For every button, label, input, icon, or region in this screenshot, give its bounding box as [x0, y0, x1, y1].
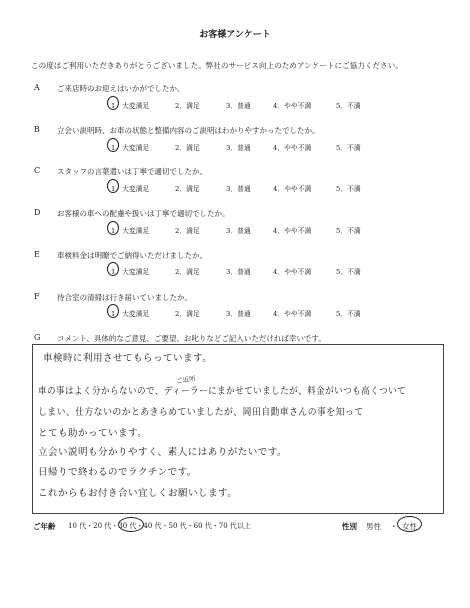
option-neutral[interactable]: 3．普通	[226, 185, 251, 193]
handwritten-line: 日帰りで終わるのでラクチンです。	[38, 467, 197, 478]
option-neutral[interactable]: 3．普通	[226, 310, 251, 318]
option-satisfied[interactable]: 2．満足	[175, 310, 200, 318]
handwritten-line: 車の事はよく分からないので、ディーラーにまかせていましたが、料金がいつも高くついて	[38, 386, 407, 397]
option-neutral[interactable]: 3．普通	[226, 102, 251, 110]
option-very-satisfied[interactable]: 1．大変満足	[111, 310, 150, 318]
question-text: お客様の車への配慮や扱いは丁寧で適切でしたか。	[57, 209, 230, 218]
option-very-satisfied[interactable]: 1．大変満足	[111, 227, 150, 235]
handwritten-line: しまい、仕方ないのかとあきらめていましたが、岡田自動車さんの事を知って	[38, 407, 364, 418]
question-text: 待合室の清掃は行き届いていましたか。	[57, 293, 192, 302]
option-dissatisfied[interactable]: 5．不満	[336, 310, 361, 318]
option-satisfied[interactable]: 2．満足	[175, 144, 200, 152]
survey-title: お客様アンケート	[199, 30, 271, 40]
option-neutral[interactable]: 3．普通	[226, 268, 251, 276]
question-text: 車検料金は明瞭でご納得いただけましたか。	[57, 251, 207, 260]
comment-prompt: コメント、具体的なご意見、ご要望、お叱りなどご記入いただければ幸いです。	[57, 334, 326, 343]
question-letter: E	[34, 250, 40, 259]
question-text: ご来店時のお迎えはいかがでしたか。	[57, 84, 185, 93]
selection-circle	[107, 179, 119, 193]
option-satisfied[interactable]: 2．満足	[175, 227, 200, 235]
handwritten-annotation: ご近所	[175, 374, 197, 386]
question-text: 立会い説明時、お車の状態と整備内容のご説明はわかりやすかったでしたか。	[57, 126, 320, 135]
question-letter: C	[34, 166, 41, 175]
option-slightly-dissatisfied[interactable]: 4．やや不満	[273, 144, 312, 152]
selection-circle	[107, 304, 119, 318]
option-slightly-dissatisfied[interactable]: 4．やや不満	[273, 227, 312, 235]
option-satisfied[interactable]: 2．満足	[175, 185, 200, 193]
selection-circle	[107, 96, 119, 110]
gender-selection-circle	[397, 516, 422, 532]
option-slightly-dissatisfied[interactable]: 4．やや不満	[273, 268, 312, 276]
handwritten-line: これからもお付き合い宜しくお願いします。	[38, 488, 238, 499]
handwritten-line: 立会い説明も分かりやすく、素人にはありがたいです。	[38, 447, 288, 458]
age-options[interactable]: 10 代・20 代・30 代・40 代・50 代・60 代・70 代以上	[68, 522, 251, 530]
option-neutral[interactable]: 3．普通	[226, 144, 251, 152]
gender-label: 性別	[342, 522, 357, 531]
age-label: ご年齢	[33, 522, 56, 531]
age-selection-circle	[118, 517, 144, 532]
option-slightly-dissatisfied[interactable]: 4．やや不満	[273, 310, 312, 318]
question-letter: D	[34, 208, 41, 217]
option-dissatisfied[interactable]: 5．不満	[336, 227, 361, 235]
question-letter: F	[34, 292, 40, 301]
option-very-satisfied[interactable]: 1．大変満足	[111, 102, 150, 110]
option-very-satisfied[interactable]: 1．大変満足	[111, 144, 150, 152]
question-letter: A	[34, 83, 40, 92]
option-satisfied[interactable]: 2．満足	[175, 102, 200, 110]
option-very-satisfied[interactable]: 1．大変満足	[111, 185, 150, 193]
gender-separator: ・	[390, 522, 398, 531]
survey-intro: この度はご利用いただきありがとうございました。弊社のサービス向上のためアンケートにご協力ください。	[31, 61, 403, 70]
question-text: スタッフの言葉遣いは丁寧で適切でしたか。	[57, 167, 207, 176]
selection-circle	[107, 221, 119, 235]
handwritten-line: とても助かっています。	[38, 428, 148, 439]
selection-circle	[107, 138, 119, 152]
option-slightly-dissatisfied[interactable]: 4．やや不満	[273, 102, 312, 110]
option-slightly-dissatisfied[interactable]: 4．やや不満	[273, 185, 312, 193]
option-neutral[interactable]: 3．普通	[226, 227, 251, 235]
option-very-satisfied[interactable]: 1．大変満足	[111, 268, 150, 276]
option-satisfied[interactable]: 2．満足	[175, 268, 200, 276]
selection-circle	[107, 262, 119, 276]
question-letter: B	[34, 125, 40, 134]
option-dissatisfied[interactable]: 5．不満	[336, 185, 361, 193]
handwritten-line: 車検時に利用させてもらっています。	[43, 353, 213, 364]
gender-male[interactable]: 男性	[366, 522, 381, 531]
gender-female[interactable]: 女性	[402, 522, 417, 531]
option-dissatisfied[interactable]: 5．不満	[336, 268, 361, 276]
question-letter: G	[34, 333, 41, 342]
option-dissatisfied[interactable]: 5．不満	[336, 144, 361, 152]
option-dissatisfied[interactable]: 5．不満	[336, 102, 361, 110]
